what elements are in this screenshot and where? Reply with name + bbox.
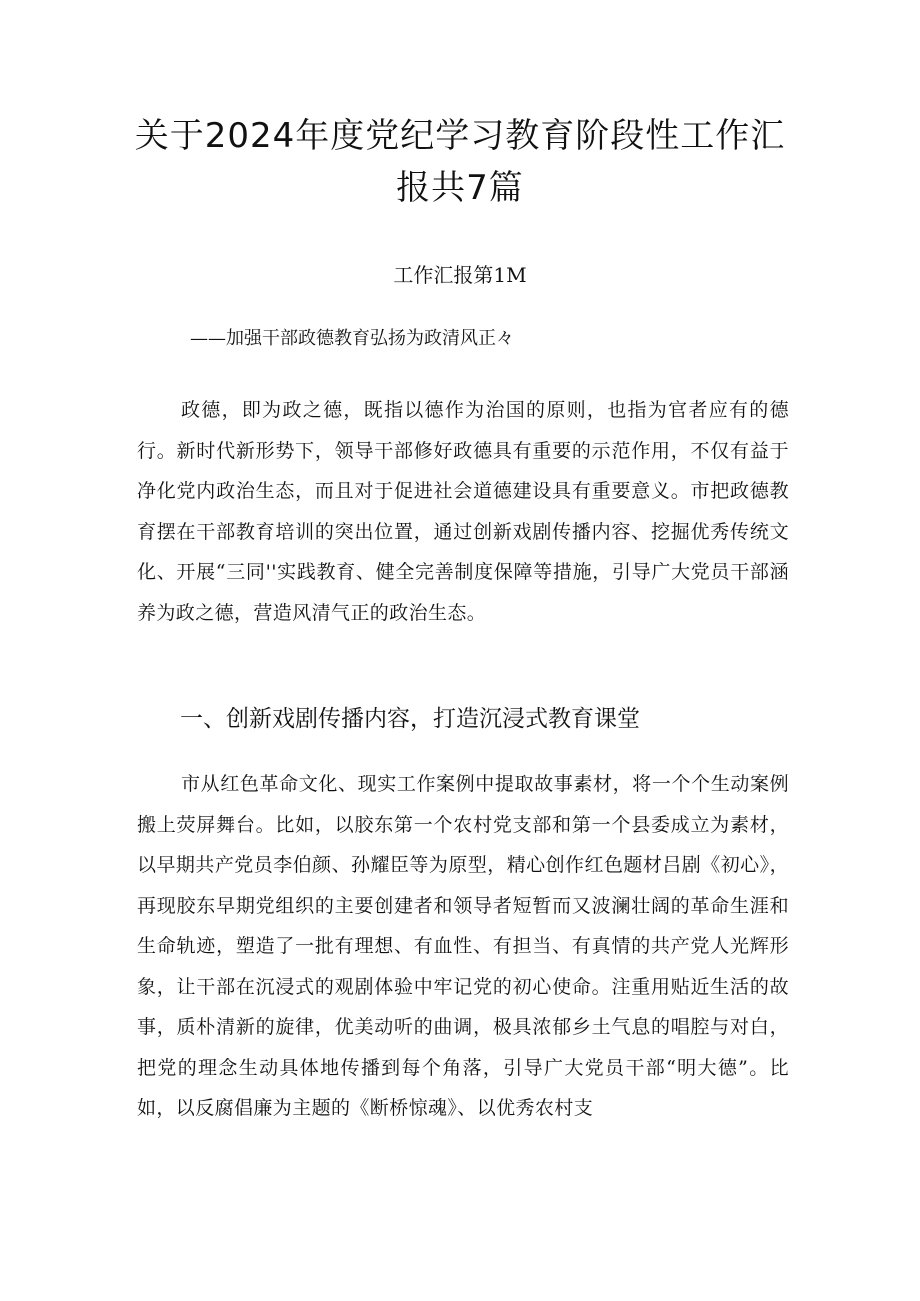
document-title: [120, 110, 800, 214]
intro-paragraph: 政德，即为政之德，既指以德作为治国的原则，也指为官者应有的德行。新时代新形势下，领导干部修好政德具有重要的示范作用，不仅有益于净化党内政治生态，而且对于促进社会道德建设具有重要意义。市把政德教育摆在干部教育培训的突出位置，通过创新戏剧传播内容、挖掘优秀传统文化、开展“三同''实践教育、健全完善制度保障等措施，引导广大党员干部涵养为政之德，营造风清气正的政治生态。: [137, 399, 789, 624]
document-title-line1: 关于2024年度党纪学习教育阶段性工作汇: [134, 116, 786, 156]
report-subheading: 工作汇报第1M: [393, 263, 527, 287]
body-paragraph: 市从红色革命文化、现实工作案例中提取故事素材，将一个个生动案例搬上荧屏舞台。比如，以胶东第一个农村党支部和第一个县委成立为素材，以早期共产党员李伯颜、孙耀臣等为原型，精心创作红色题材吕剧《初心》，再现胶东早期党组织的主要创建者和领导者短暂而又波澜壮阔的革命生涯和生命轨迹，塑造了一批有理想、有血性、有担当、有真情的共产党人光辉形象，让干部在沉浸式的观剧体验中牢记党的初心使命。注重用贴近生活的故事，质朴清新的旋律，优美动听的曲调，极具浓郁乡土气息的唱腔与对白，把党的理念生动具体地传播到每个角落，引导广大党员干部“明大德”。比如，以反腐倡廉为主题的《断桥惊魂》、以优秀农村支: [137, 773, 789, 1119]
report-tagline: ——加强干部政德教育弘扬为政清风正々: [190, 328, 514, 349]
section-heading: 一、创新戏剧传播内容，打造沉浸式教育课堂: [180, 706, 640, 732]
document-title-line2: 报共7篇: [396, 168, 524, 208]
